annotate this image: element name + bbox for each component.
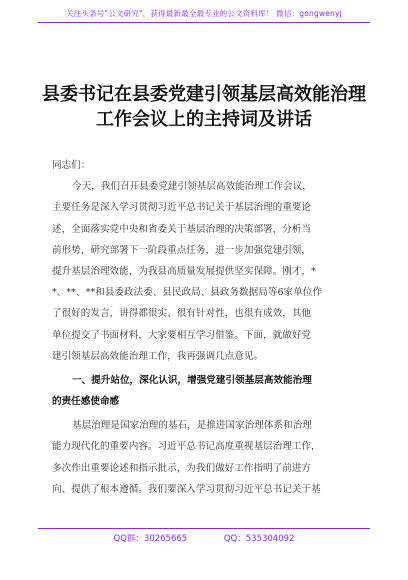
paragraph-line: 基层治理是国家治理的基石，是推进国家治理体系和治理 [72, 420, 312, 432]
paragraph-line: 多次作出重要论述和指示批示，为我们做好工作指明了前进方 [52, 462, 312, 474]
footer-qq-group: QQ群：30265665 [113, 534, 188, 544]
document-title [20, 82, 388, 132]
paragraph-line: 提升基层治理效能，为我县高质量发展提供坚实保障。刚才，* [52, 265, 316, 277]
document-body [52, 155, 352, 500]
header-banner: 关注头条号"公文研究"，获得最新最全最专业的公文资料库！ 微信：gongwenyj [66, 9, 342, 18]
footer-divider [38, 528, 370, 529]
paragraph-line: 向、提供了根本遵循。我们要深入学习贯彻习近平总书记关于基 [52, 483, 321, 495]
paragraph-line: 前形势，研究部署下一阶段重点任务，进一步加强党建引领， [52, 244, 312, 256]
section-heading-line: 的责任感使命感 [52, 396, 120, 408]
paragraph-line: *、**、**和县委政法委、县民政局、县政务数据局等6家单位作 [52, 287, 322, 299]
paragraph-line: 了很好的发言，讲得都很实、很有针对性，也很有成效，其他 [52, 308, 312, 320]
header-divider [38, 22, 370, 23]
footer [0, 532, 408, 544]
paragraph-line: 建引领基层高效能治理工作，我再强调几点意见。 [52, 350, 264, 362]
title-line: 县委书记在县委党建引领基层高效能治理 [42, 84, 366, 105]
title-line: 工作会议上的主持词及讲话 [96, 109, 312, 130]
paragraph-line: 述，全面落实党中央和省委关于基层治理的决策部署，分析当 [52, 223, 312, 235]
paragraph-line: 能力现代化的重要内容。习近平总书记高度重视基层治理工作， [52, 441, 321, 453]
salutation: 同志们： [52, 160, 91, 171]
paragraph-line: 主要任务是深入学习贯彻习近平总书记关于基层治理的重要论 [52, 202, 312, 214]
section-heading-line: 一、提升站位，深化认识，增强党建引领基层高效能治理 [72, 374, 312, 386]
paragraph-line: 单位提交了书面材料，大家要相互学习借鉴。下面，就做好党 [52, 329, 312, 341]
paragraph-line: 今天，我们召开县委党建引领基层高效能治理工作会议， [72, 181, 312, 193]
footer-qq: QQ：535304092 [223, 534, 295, 544]
